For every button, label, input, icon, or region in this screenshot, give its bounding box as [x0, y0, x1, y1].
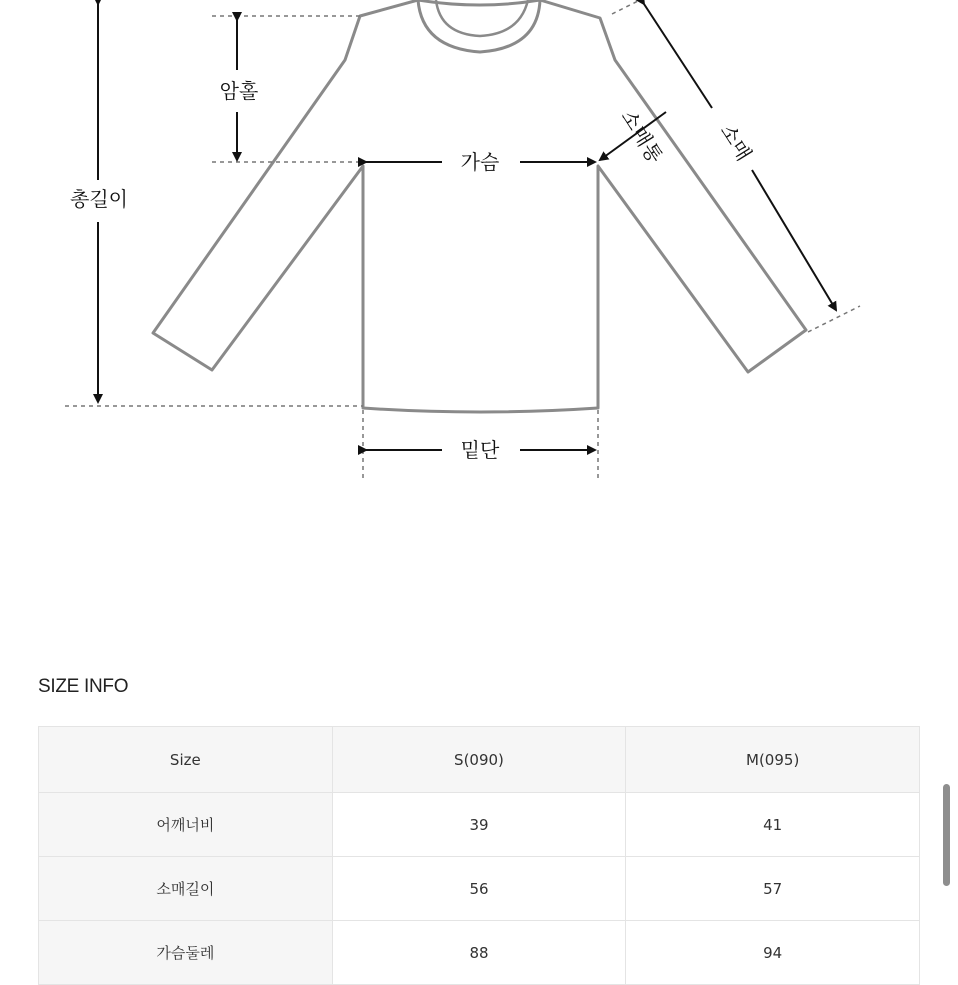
guide-lines	[65, 0, 860, 482]
hem-label: 밑단	[460, 438, 500, 462]
row-label: 소매길이	[39, 857, 333, 921]
sleeve-width-label: 소매통	[616, 105, 668, 168]
dimension-arrows	[98, 4, 836, 450]
table-cell: 94	[626, 921, 920, 985]
row-label: 어깨너비	[39, 793, 333, 857]
table-cell: 39	[332, 793, 626, 857]
table-cell: 56	[332, 857, 626, 921]
table-header-row	[39, 727, 920, 793]
header-cell-size: Size	[39, 727, 333, 793]
scrollbar-thumb[interactable]	[943, 784, 950, 886]
row-label: 가슴둘레	[39, 921, 333, 985]
size-table	[38, 726, 920, 985]
table-row	[39, 857, 920, 921]
armhole-label: 암홀	[219, 79, 259, 103]
header-cell-m: M(095)	[626, 727, 920, 793]
table-row	[39, 921, 920, 985]
table-cell: 88	[332, 921, 626, 985]
table-cell: 57	[626, 857, 920, 921]
table-row	[39, 793, 920, 857]
sweater-outline	[153, 0, 806, 412]
total-length-label: 총길이	[70, 187, 128, 211]
size-info-title: SIZE INFO	[38, 676, 129, 697]
sleeve-label: 소매	[715, 119, 757, 166]
table-cell: 41	[626, 793, 920, 857]
chest-label: 가슴	[460, 150, 500, 174]
header-cell-s: S(090)	[332, 727, 626, 793]
